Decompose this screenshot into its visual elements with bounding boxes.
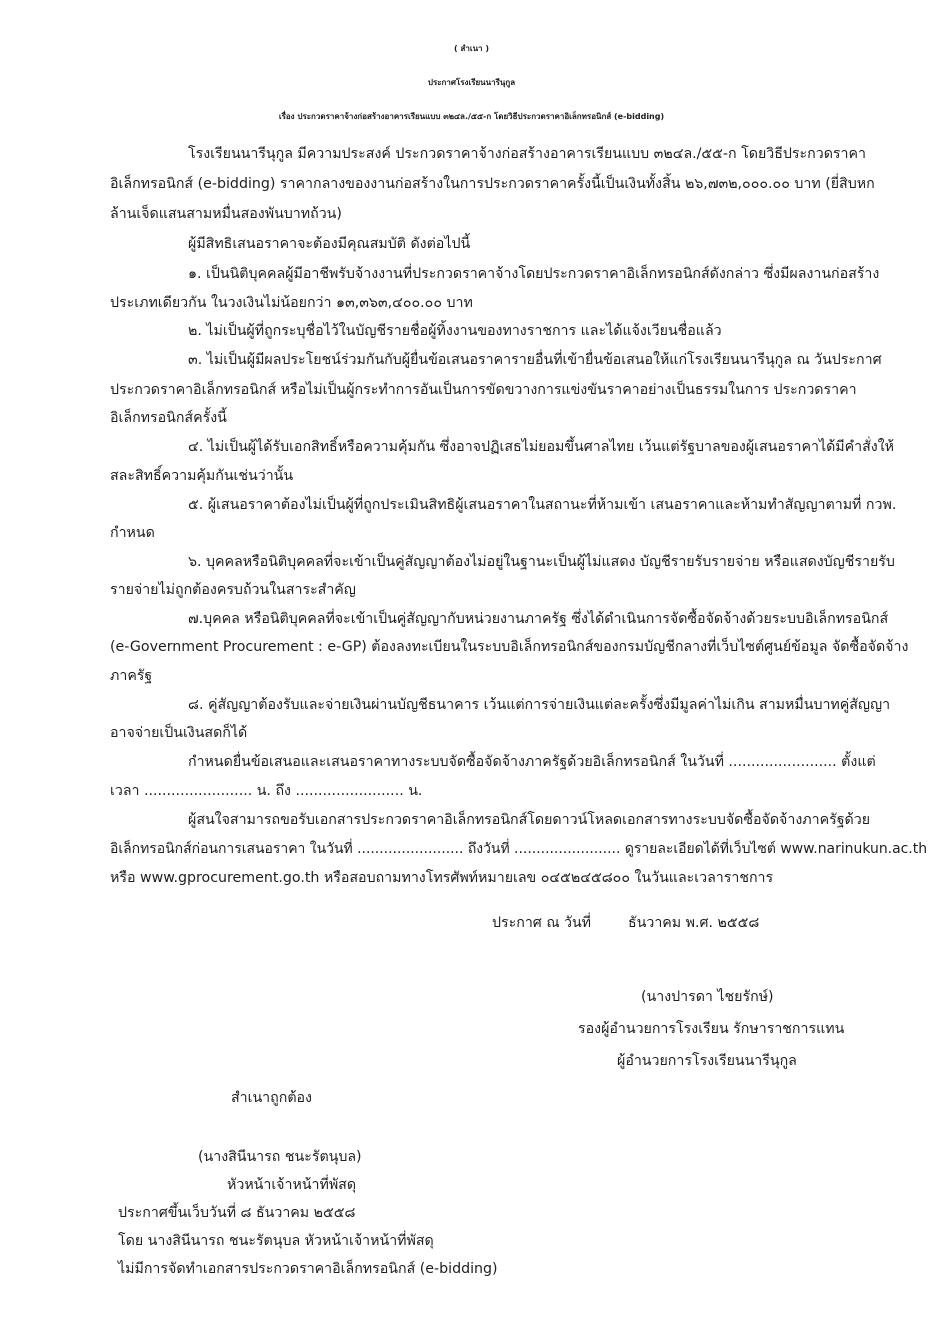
qualification-4-line-2: สละสิทธิ์ความคุ้มกันเช่นว่านั้น <box>110 468 294 484</box>
qualification-heading: ผู้มีสิทธิเสนอราคาจะต้องมีคุณสมบัติ ดังต่อไปนี้ <box>188 236 471 252</box>
qualification-2: ๒. ไม่เป็นผู้ที่ถูกระบุชื่อไว้ในบัญชีรายชื่อผู้ทิ้งงานของทางราชการ และได้แจ้งเวียนชื่อแล้ว <box>188 323 722 339</box>
certification-name: (นางสินีนารถ ชนะรัตนุบล) <box>198 1149 362 1165</box>
qualification-1-line-2: ประเภทเดียวกัน ในวงเงินไม่น้อยกว่า ๑๓,๓๖๓,๔๐๐.๐๐ บาท <box>110 295 473 311</box>
copy-mark: ( สำเนา ) <box>454 44 489 53</box>
qualification-6-line-2: รายจ่ายไม่ถูกต้องครบถ้วนในสาระสำคัญ <box>110 582 356 598</box>
intro-line-2: อิเล็กทรอนิกส์ (e-bidding) ราคากลางของงานก่อสร้างในการประกวดราคาครั้งนี้เป็นเงินทั้งสิ้น ๒๖,๗๓๒,๐๐๐.๐๐ บาท (ยี่สิบหก <box>110 176 875 192</box>
qualification-6-line-1: ๖. บุคคลหรือนิติบุคคลที่จะเข้าเป็นคู่สัญญาต้องไม่อยู่ในฐานะเป็นผู้ไม่แสดง บัญชีรายรับรายจ่าย หรือแสดงบัญชีรายรับ <box>188 554 895 570</box>
schedule-line-2: เวลา ........................ น. ถึง ........................ น. <box>110 783 423 799</box>
qualification-3-line-2: ประกวดราคาอิเล็กทรอนิกส์ หรือไม่เป็นผู้กระทำการอันเป็นการขัดขวางการแข่งขันราคาอย่างเป็นธรรมในการ ประกวดราคา <box>110 382 857 398</box>
intro-line-3: ล้านเจ็ดแสนสามหมื่นสองพันบาทถ้วน) <box>110 206 342 222</box>
org-title: ประกาศโรงเรียนนารีนุกูล <box>427 78 516 87</box>
footer-posted-by: โดย นางสินีนารถ ชนะรัตนุบล หัวหน้าเจ้าหน้าที่พัสดุ <box>118 1233 434 1249</box>
qualification-3-line-3: อิเล็กทรอนิกส์ครั้งนี้ <box>110 410 227 426</box>
qualification-8-line-1: ๘. คู่สัญญาต้องรับและจ่ายเงินผ่านบัญชีธนาคาร เว้นแต่การจ่ายเงินแต่ละครั้งซึ่งมีมูลค่าไม่เกิน สามหมื่นบาทคู่สัญญา <box>188 697 891 713</box>
qualification-5-line-1: ๕. ผู้เสนอราคาต้องไม่เป็นผู้ที่ถูกประเมินสิทธิผู้เสนอราคาในสถานะที่ห้ามเข้า เสนอราคาและห้ามทำสัญญาตามที่ กวพ. <box>188 497 897 513</box>
qualification-7-line-1: ๗.บุคคล หรือนิติบุคคลที่จะเข้าเป็นคู่สัญญากับหน่วยงานภาครัฐ ซึ่งได้ดำเนินการจัดซื้อจัดจ้างด้วยระบบอิเล็กทรอนิกส์ <box>188 611 889 627</box>
certification-label: สำเนาถูกต้อง <box>231 1090 312 1106</box>
intro-line-1: โรงเรียนนารีนุกูล มีความประสงค์ ประกวดราคาจ้างก่อสร้างอาคารเรียนแบบ ๓๒๔ล./๕๕-ก โดยวิธีประกวดราคา <box>188 146 866 162</box>
certification-position: หัวหน้าเจ้าหน้าที่พัสดุ <box>227 1177 357 1193</box>
qualification-7-line-3: ภาครัฐ <box>110 668 153 684</box>
qualification-8-line-2: อาจจ่ายเป็นเงินสดก็ได้ <box>110 725 248 741</box>
footer-no-documents-note: ไม่มีการจัดทำเอกสารประกวดราคาอิเล็กทรอนิกส์ (e-bidding) <box>118 1261 498 1277</box>
qualification-5-line-2: กำหนด <box>110 525 155 541</box>
signatory-position-2: ผู้อำนวยการโรงเรียนนารีนุกูล <box>617 1053 797 1069</box>
qualification-3-line-1: ๓. ไม่เป็นผู้มีผลประโยชน์ร่วมกันกับผู้ยื่นข้อเสนอราคารายอื่นที่เข้ายื่นข้อเสนอให้แก่โรงเรียนนารีนุกูล ณ วันประกาศ <box>188 352 882 368</box>
signatory-position-1: รองผู้อำนวยการโรงเรียน รักษาราชการแทน <box>578 1021 845 1037</box>
footer-posted-date: ประกาศขึ้นเว็บวันที่ ๘ ธันวาคม ๒๕๕๘ <box>118 1205 356 1221</box>
documents-line-2: อิเล็กทรอนิกส์ก่อนการเสนอราคา ในวันที่ ........................ ถึงวันที่ ........................ ดูรายละเอียดได้ที่เว็บไซต์ www.narinukun.ac.th <box>110 841 928 857</box>
qualification-4-line-1: ๔. ไม่เป็นผู้ได้รับเอกสิทธิ์หรือความคุ้มกัน ซึ่งอาจปฏิเสธไม่ยอมขึ้นศาลไทย เว้นแต่รัฐบาลของผู้เสนอราคาได้มีคำสั่งให้ <box>188 439 894 455</box>
documents-line-3: หรือ www.gprocurement.go.th หรือสอบถามทางโทรศัพท์หมายเลข ๐๔๕๒๔๕๘๐๐ ในวันและเวลาราชการ <box>110 870 774 886</box>
documents-line-1: ผู้สนใจสามารถขอรับเอกสารประกวดราคาอิเล็กทรอนิกส์โดยดาวน์โหลดเอกสารทางระบบจัดซื้อจัดจ้างภาครัฐด้วย <box>188 812 871 828</box>
qualification-7-line-2: (e-Government Procurement : e-GP) ต้องลงทะเบียนในระบบอิเล็กทรอนิกส์ของกรมบัญชีกลางที่เว็บไซต์ศูนย์ข้อมูล จัดซื้อจัดจ้าง <box>110 639 909 655</box>
qualification-1-line-1: ๑. เป็นนิติบุคคลผู้มีอาชีพรับจ้างงานที่ประกวดราคาจ้างโดยประกวดราคาอิเล็กทรอนิกส์ดังกล่าว ซึ่งมีผลงานก่อสร้าง <box>188 266 880 282</box>
announcement-date-value: ธันวาคม พ.ศ. ๒๕๕๘ <box>628 915 760 931</box>
schedule-line-1: กำหนดยื่นข้อเสนอและเสนอราคาทางระบบจัดซื้อจัดจ้างภาครัฐด้วยอิเล็กทรอนิกส์ ในวันที่ ........................ ตั้งแต่ <box>188 754 876 770</box>
subject-line: เรื่อง ประกวดราคาจ้างก่อสร้างอาคารเรียนแบบ ๓๒๔ล./๕๕-ก โดยวิธีประกวดราคาอิเล็กทรอนิกส์ (e-bidding) <box>278 112 665 121</box>
signatory-name: (นางปารดา ไชยรักษ์) <box>641 989 774 1005</box>
announcement-date-prefix: ประกาศ ณ วันที่ <box>492 915 592 931</box>
